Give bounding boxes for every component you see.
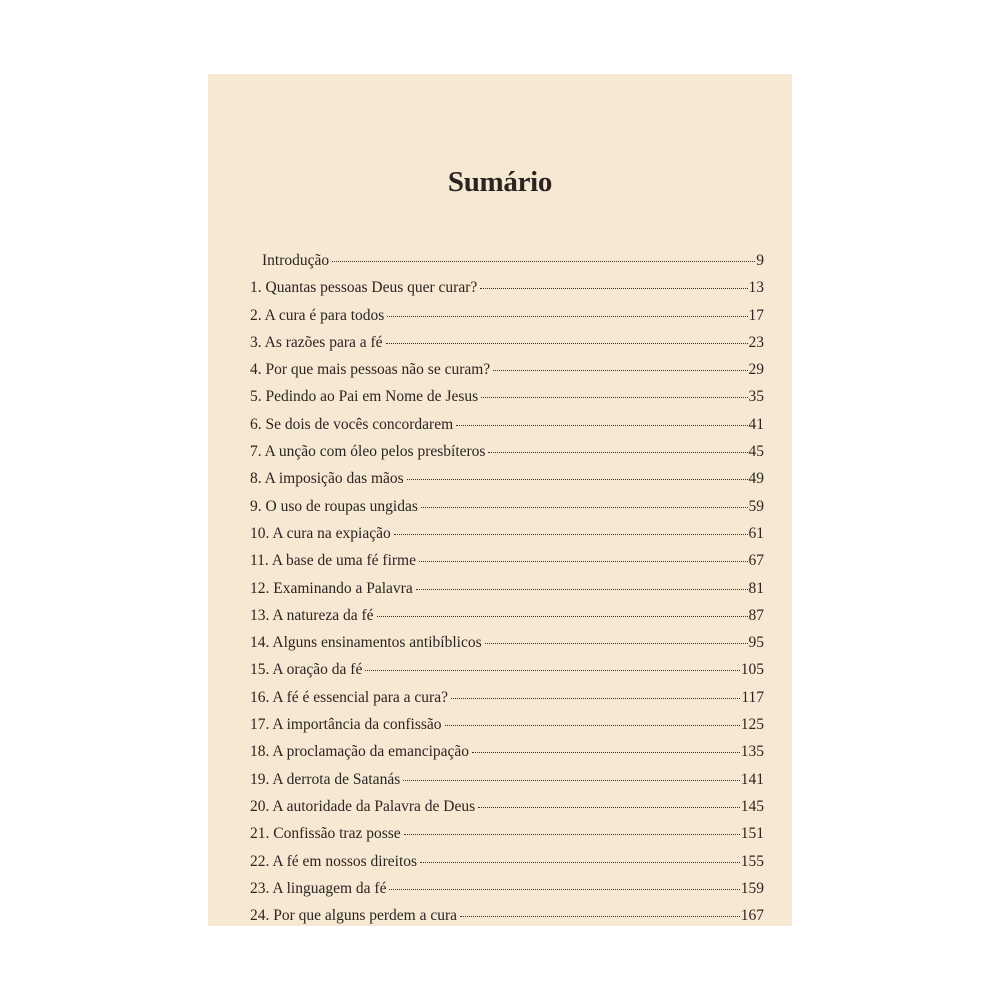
toc-entry-label: 19. A derrota de Satanás	[250, 770, 401, 788]
toc-entry	[250, 907, 764, 934]
dot-leader	[488, 452, 747, 453]
toc-entry-label: 7. A unção com óleo pelos presbíteros	[250, 443, 486, 461]
toc-entry	[250, 279, 764, 306]
toc-entry-page: 29	[748, 361, 764, 379]
toc-entry-label: 10. A cura na expiação	[250, 524, 391, 542]
dot-leader	[421, 507, 748, 508]
toc-entry-page: 61	[748, 524, 764, 542]
toc-entry	[250, 634, 764, 661]
toc-entry-page: 35	[748, 388, 764, 406]
toc-entry-label: 16. A fé é essencial para a cura?	[250, 688, 448, 706]
toc-entry-page: 155	[740, 852, 764, 870]
toc-entry	[250, 853, 764, 880]
toc-entry	[250, 552, 764, 579]
dot-leader	[451, 698, 740, 699]
toc-entry-label: 6. Se dois de vocês concordarem	[250, 415, 454, 433]
dot-leader	[387, 316, 747, 317]
toc-entry-page: 167	[740, 907, 764, 925]
page-title: Sumário	[447, 166, 553, 198]
toc-entry	[250, 771, 764, 798]
toc-entry-page: 151	[740, 825, 764, 843]
toc-entry	[250, 798, 764, 825]
toc-entry	[250, 880, 764, 907]
dot-leader	[404, 834, 740, 835]
toc-entry-label: 8. A imposição das mãos	[250, 470, 404, 488]
toc-entry	[250, 607, 764, 634]
toc-entry	[250, 307, 764, 334]
toc-entry	[250, 416, 764, 443]
toc-entry-page: 17	[748, 306, 764, 324]
toc-entry	[250, 361, 764, 388]
toc-entry	[250, 716, 764, 743]
toc-entry	[250, 743, 764, 770]
dot-leader	[389, 889, 739, 890]
dot-leader	[419, 561, 748, 562]
toc-entry	[250, 443, 764, 470]
dot-leader	[394, 534, 748, 535]
table-of-contents	[250, 252, 764, 934]
dot-leader	[485, 643, 748, 644]
book-page	[208, 74, 792, 926]
toc-entry-page: 117	[741, 688, 764, 706]
dot-leader	[365, 670, 739, 671]
dot-leader	[460, 916, 740, 917]
dot-leader	[420, 862, 740, 863]
toc-entry	[250, 661, 764, 688]
toc-entry-label: 2. A cura é para todos	[250, 306, 385, 324]
toc-entry-label: 9. O uso de roupas ungidas	[250, 497, 418, 515]
toc-entry-page: 45	[748, 443, 764, 461]
dot-leader	[377, 616, 748, 617]
dot-leader	[445, 725, 740, 726]
toc-entry-page: 13	[748, 279, 764, 297]
dot-leader	[478, 807, 740, 808]
toc-entry	[250, 498, 764, 525]
dot-leader	[472, 752, 740, 753]
dot-leader	[480, 288, 747, 289]
toc-entry-page: 41	[748, 415, 764, 433]
toc-entry-page: 125	[740, 716, 764, 734]
dot-leader	[456, 425, 747, 426]
toc-entry-page: 135	[740, 743, 764, 761]
toc-entry-page: 23	[748, 333, 764, 351]
toc-entry	[250, 580, 764, 607]
toc-entry-label: 4. Por que mais pessoas não se curam?	[250, 361, 491, 379]
toc-entry-page: 67	[748, 552, 764, 570]
toc-entry	[250, 825, 764, 852]
toc-entry-page: 95	[748, 634, 764, 652]
toc-entry-label: 15. A oração da fé	[250, 661, 363, 679]
toc-entry-label: 22. A fé em nossos direitos	[250, 852, 418, 870]
toc-entry-page: 49	[748, 470, 764, 488]
toc-entry	[250, 252, 764, 279]
toc-entry-label: 18. A proclamação da emancipação	[250, 743, 470, 761]
dot-leader	[386, 343, 748, 344]
toc-entry-page: 81	[748, 579, 764, 597]
toc-entry-label: 20. A autoridade da Palavra de Deus	[250, 797, 476, 815]
toc-entry-page: 105	[740, 661, 764, 679]
toc-entry	[250, 525, 764, 552]
toc-entry-label: 5. Pedindo ao Pai em Nome de Jesus	[250, 388, 479, 406]
toc-entry-page: 159	[740, 879, 764, 897]
toc-entry-page: 145	[740, 797, 764, 815]
toc-entry	[250, 689, 764, 716]
toc-entry	[250, 470, 764, 497]
toc-entry-label: 3. As razões para a fé	[250, 333, 383, 351]
toc-entry-label: 21. Confissão traz posse	[250, 825, 401, 843]
dot-leader	[407, 479, 748, 480]
dot-leader	[403, 780, 740, 781]
toc-entry-label: 23. A linguagem da fé	[250, 879, 387, 897]
toc-entry	[250, 388, 764, 415]
toc-entry-page: 59	[748, 497, 764, 515]
toc-entry-label: 13. A natureza da fé	[250, 606, 374, 624]
toc-entry-page: 9	[756, 252, 764, 269]
dot-leader	[416, 589, 748, 590]
toc-entry-page: 87	[748, 606, 764, 624]
toc-entry-label: 14. Alguns ensinamentos antibíblicos	[250, 634, 482, 652]
toc-entry	[250, 334, 764, 361]
dot-leader	[493, 370, 747, 371]
toc-entry-label: 17. A importância da confissão	[250, 716, 442, 734]
toc-entry-page: 141	[740, 770, 764, 788]
toc-entry-label: 24. Por que alguns perdem a cura	[250, 907, 458, 925]
toc-entry-label: Introdução	[262, 252, 330, 269]
dot-leader	[332, 261, 755, 262]
toc-entry-label: 11. A base de uma fé firme	[250, 552, 416, 570]
dot-leader	[481, 397, 747, 398]
toc-entry-label: 12. Examinando a Palavra	[250, 579, 413, 597]
toc-entry-label: 1. Quantas pessoas Deus quer curar?	[250, 279, 478, 297]
